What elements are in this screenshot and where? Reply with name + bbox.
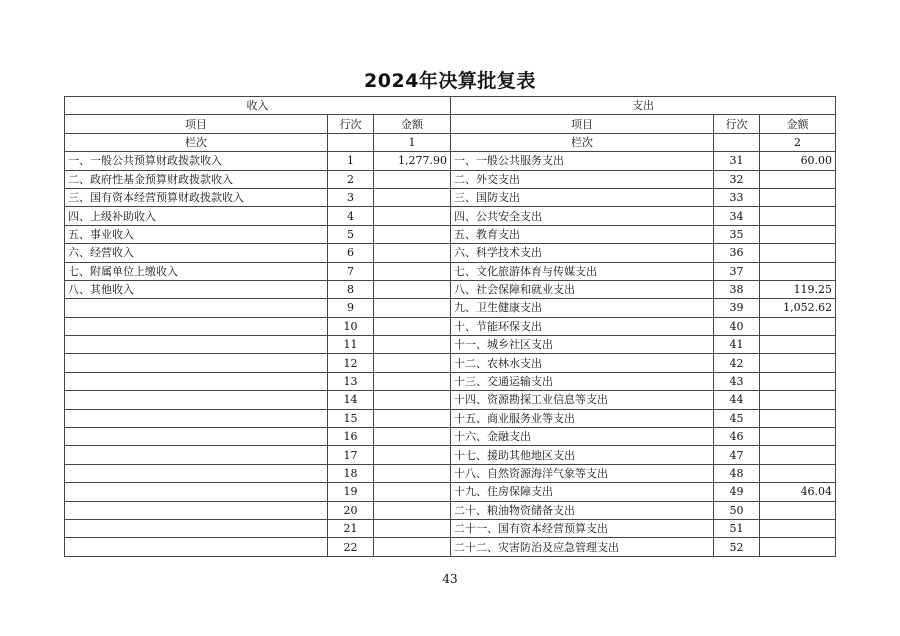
expense-amount-cell: [760, 519, 836, 537]
expense-item-cell: 二、外交支出: [451, 170, 714, 188]
income-item-cell: [65, 317, 328, 335]
income-amount-cell: [374, 170, 451, 188]
expense-item-cell: 八、社会保障和就业支出: [451, 280, 714, 298]
expense-amount-cell: [760, 428, 836, 446]
table-row: [65, 207, 836, 225]
table-row: [65, 170, 836, 188]
income-line-cell: 14: [328, 391, 374, 409]
income-line-cell: 18: [328, 464, 374, 482]
income-line-cell: 8: [328, 280, 374, 298]
income-item-cell: 五、事业收入: [65, 225, 328, 243]
income-line-cell: 9: [328, 299, 374, 317]
expense-item-cell: 四、公共安全支出: [451, 207, 714, 225]
income-item-cell: [65, 299, 328, 317]
expense-line-cell: 46: [714, 428, 760, 446]
expense-item-cell: 七、文化旅游体育与传媒支出: [451, 262, 714, 280]
income-line-cell: 20: [328, 501, 374, 519]
column-header-row: [65, 115, 836, 133]
income-item-cell: [65, 519, 328, 537]
section-header-row: [65, 97, 836, 115]
table-row: [65, 152, 836, 170]
expense-amount-cell: [760, 207, 836, 225]
expense-item-cell: 二十、粮油物资储备支出: [451, 501, 714, 519]
income-amount-cell: [374, 188, 451, 206]
income-section-header: 收入: [65, 97, 451, 115]
income-line-cell: 21: [328, 519, 374, 537]
page-title: 2024年决算批复表: [364, 70, 536, 92]
expense-section-header: 支出: [451, 97, 836, 115]
expense-line-cell: 33: [714, 188, 760, 206]
expense-line-cell: 37: [714, 262, 760, 280]
table-row: [65, 519, 836, 537]
page-number: 43: [442, 572, 458, 586]
expense-column-number-label: 栏次: [451, 133, 714, 151]
income-amount-cell: [374, 501, 451, 519]
income-line-cell: 22: [328, 538, 374, 556]
income-item-cell: 三、国有资本经营预算财政拨款收入: [65, 188, 328, 206]
income-amount-cell: [374, 372, 451, 390]
income-line-cell: 6: [328, 244, 374, 262]
expense-line-cell: 36: [714, 244, 760, 262]
expense-line-cell: 42: [714, 354, 760, 372]
income-item-cell: [65, 428, 328, 446]
income-column-number-blank: [328, 133, 374, 151]
income-amount-cell: [374, 262, 451, 280]
income-column-number-label: 栏次: [65, 133, 328, 151]
income-amount-cell: [374, 336, 451, 354]
expense-item-cell: 二十二、灾害防治及应急管理支出: [451, 538, 714, 556]
expense-amount-cell: [760, 538, 836, 556]
income-item-cell: [65, 483, 328, 501]
table-row: [65, 317, 836, 335]
income-item-cell: [65, 354, 328, 372]
income-item-cell: [65, 446, 328, 464]
income-item-cell: 二、政府性基金预算财政拨款收入: [65, 170, 328, 188]
expense-line-cell: 32: [714, 170, 760, 188]
income-item-cell: [65, 336, 328, 354]
expense-amount-cell: [760, 409, 836, 427]
table-row: [65, 336, 836, 354]
income-amount-cell: 1,277.90: [374, 152, 451, 170]
expense-line-header: 行次: [714, 115, 760, 133]
income-line-cell: 12: [328, 354, 374, 372]
table-row: [65, 372, 836, 390]
expense-amount-cell: [760, 372, 836, 390]
expense-amount-cell: [760, 244, 836, 262]
expense-line-cell: 50: [714, 501, 760, 519]
income-item-cell: 四、上级补助收入: [65, 207, 328, 225]
expense-item-header: 项目: [451, 115, 714, 133]
expense-item-cell: 三、国防支出: [451, 188, 714, 206]
table-row: [65, 409, 836, 427]
expense-item-cell: 十七、援助其他地区支出: [451, 446, 714, 464]
expense-amount-cell: 60.00: [760, 152, 836, 170]
expense-line-cell: 48: [714, 464, 760, 482]
expense-item-cell: 六、科学技术支出: [451, 244, 714, 262]
expense-amount-column-number: 2: [760, 133, 836, 151]
income-item-cell: 八、其他收入: [65, 280, 328, 298]
income-item-cell: [65, 538, 328, 556]
income-line-cell: 15: [328, 409, 374, 427]
table-row: [65, 464, 836, 482]
expense-line-cell: 47: [714, 446, 760, 464]
expense-amount-cell: [760, 262, 836, 280]
expense-item-cell: 一、一般公共服务支出: [451, 152, 714, 170]
table-row: [65, 538, 836, 556]
expense-amount-cell: [760, 446, 836, 464]
expense-amount-cell: [760, 188, 836, 206]
table-row: [65, 391, 836, 409]
expense-item-cell: 九、卫生健康支出: [451, 299, 714, 317]
expense-item-cell: 二十一、国有资本经营预算支出: [451, 519, 714, 537]
expense-item-cell: 十五、商业服务业等支出: [451, 409, 714, 427]
income-line-cell: 1: [328, 152, 374, 170]
expense-line-cell: 51: [714, 519, 760, 537]
income-amount-cell: [374, 244, 451, 262]
expense-item-cell: 十四、资源勘探工业信息等支出: [451, 391, 714, 409]
income-line-cell: 7: [328, 262, 374, 280]
income-amount-cell: [374, 483, 451, 501]
income-item-cell: 六、经营收入: [65, 244, 328, 262]
table-row: [65, 188, 836, 206]
expense-amount-cell: [760, 225, 836, 243]
expense-amount-cell: [760, 317, 836, 335]
expense-amount-cell: [760, 170, 836, 188]
expense-line-cell: 49: [714, 483, 760, 501]
income-line-header: 行次: [328, 115, 374, 133]
table-row: [65, 446, 836, 464]
expense-amount-cell: [760, 354, 836, 372]
income-amount-cell: [374, 446, 451, 464]
budget-table: [64, 96, 836, 557]
expense-amount-cell: 46.04: [760, 483, 836, 501]
income-line-cell: 16: [328, 428, 374, 446]
expense-line-cell: 38: [714, 280, 760, 298]
income-line-cell: 3: [328, 188, 374, 206]
expense-line-cell: 45: [714, 409, 760, 427]
expense-item-cell: 十九、住房保障支出: [451, 483, 714, 501]
income-amount-cell: [374, 391, 451, 409]
income-item-cell: [65, 464, 328, 482]
expense-item-cell: 十八、自然资源海洋气象等支出: [451, 464, 714, 482]
table-row: [65, 299, 836, 317]
expense-amount-cell: [760, 391, 836, 409]
income-amount-cell: [374, 519, 451, 537]
expense-line-cell: 39: [714, 299, 760, 317]
income-amount-cell: [374, 317, 451, 335]
income-item-cell: 一、一般公共预算财政拨款收入: [65, 152, 328, 170]
income-line-cell: 17: [328, 446, 374, 464]
expense-item-cell: 十三、交通运输支出: [451, 372, 714, 390]
expense-column-number-blank: [714, 133, 760, 151]
income-item-cell: [65, 409, 328, 427]
expense-line-cell: 41: [714, 336, 760, 354]
income-amount-cell: [374, 207, 451, 225]
income-line-cell: 2: [328, 170, 374, 188]
table-row: [65, 244, 836, 262]
expense-line-cell: 43: [714, 372, 760, 390]
table-row: [65, 428, 836, 446]
income-amount-cell: [374, 538, 451, 556]
table-row: [65, 280, 836, 298]
table-row: [65, 262, 836, 280]
table-row: [65, 483, 836, 501]
income-amount-cell: [374, 464, 451, 482]
expense-amount-cell: 1,052.62: [760, 299, 836, 317]
column-number-row: [65, 133, 836, 151]
expense-amount-header: 金额: [760, 115, 836, 133]
expense-item-cell: 十一、城乡社区支出: [451, 336, 714, 354]
expense-line-cell: 34: [714, 207, 760, 225]
table-row: [65, 225, 836, 243]
expense-item-cell: 十二、农林水支出: [451, 354, 714, 372]
income-item-cell: 七、附属单位上缴收入: [65, 262, 328, 280]
income-amount-column-number: 1: [374, 133, 451, 151]
income-amount-cell: [374, 225, 451, 243]
expense-line-cell: 52: [714, 538, 760, 556]
expense-item-cell: 十、节能环保支出: [451, 317, 714, 335]
income-amount-cell: [374, 428, 451, 446]
income-line-cell: 4: [328, 207, 374, 225]
income-amount-cell: [374, 280, 451, 298]
expense-line-cell: 40: [714, 317, 760, 335]
expense-amount-cell: [760, 501, 836, 519]
income-amount-cell: [374, 354, 451, 372]
income-amount-header: 金额: [374, 115, 451, 133]
income-line-cell: 13: [328, 372, 374, 390]
income-item-header: 项目: [65, 115, 328, 133]
income-amount-cell: [374, 299, 451, 317]
income-line-cell: 19: [328, 483, 374, 501]
income-item-cell: [65, 391, 328, 409]
income-amount-cell: [374, 409, 451, 427]
expense-line-cell: 31: [714, 152, 760, 170]
income-line-cell: 5: [328, 225, 374, 243]
income-line-cell: 10: [328, 317, 374, 335]
expense-line-cell: 35: [714, 225, 760, 243]
expense-line-cell: 44: [714, 391, 760, 409]
table-row: [65, 354, 836, 372]
income-item-cell: [65, 372, 328, 390]
expense-amount-cell: [760, 336, 836, 354]
expense-item-cell: 五、教育支出: [451, 225, 714, 243]
expense-amount-cell: [760, 464, 836, 482]
income-item-cell: [65, 501, 328, 519]
expense-amount-cell: 119.25: [760, 280, 836, 298]
expense-item-cell: 十六、金融支出: [451, 428, 714, 446]
table-row: [65, 501, 836, 519]
income-line-cell: 11: [328, 336, 374, 354]
